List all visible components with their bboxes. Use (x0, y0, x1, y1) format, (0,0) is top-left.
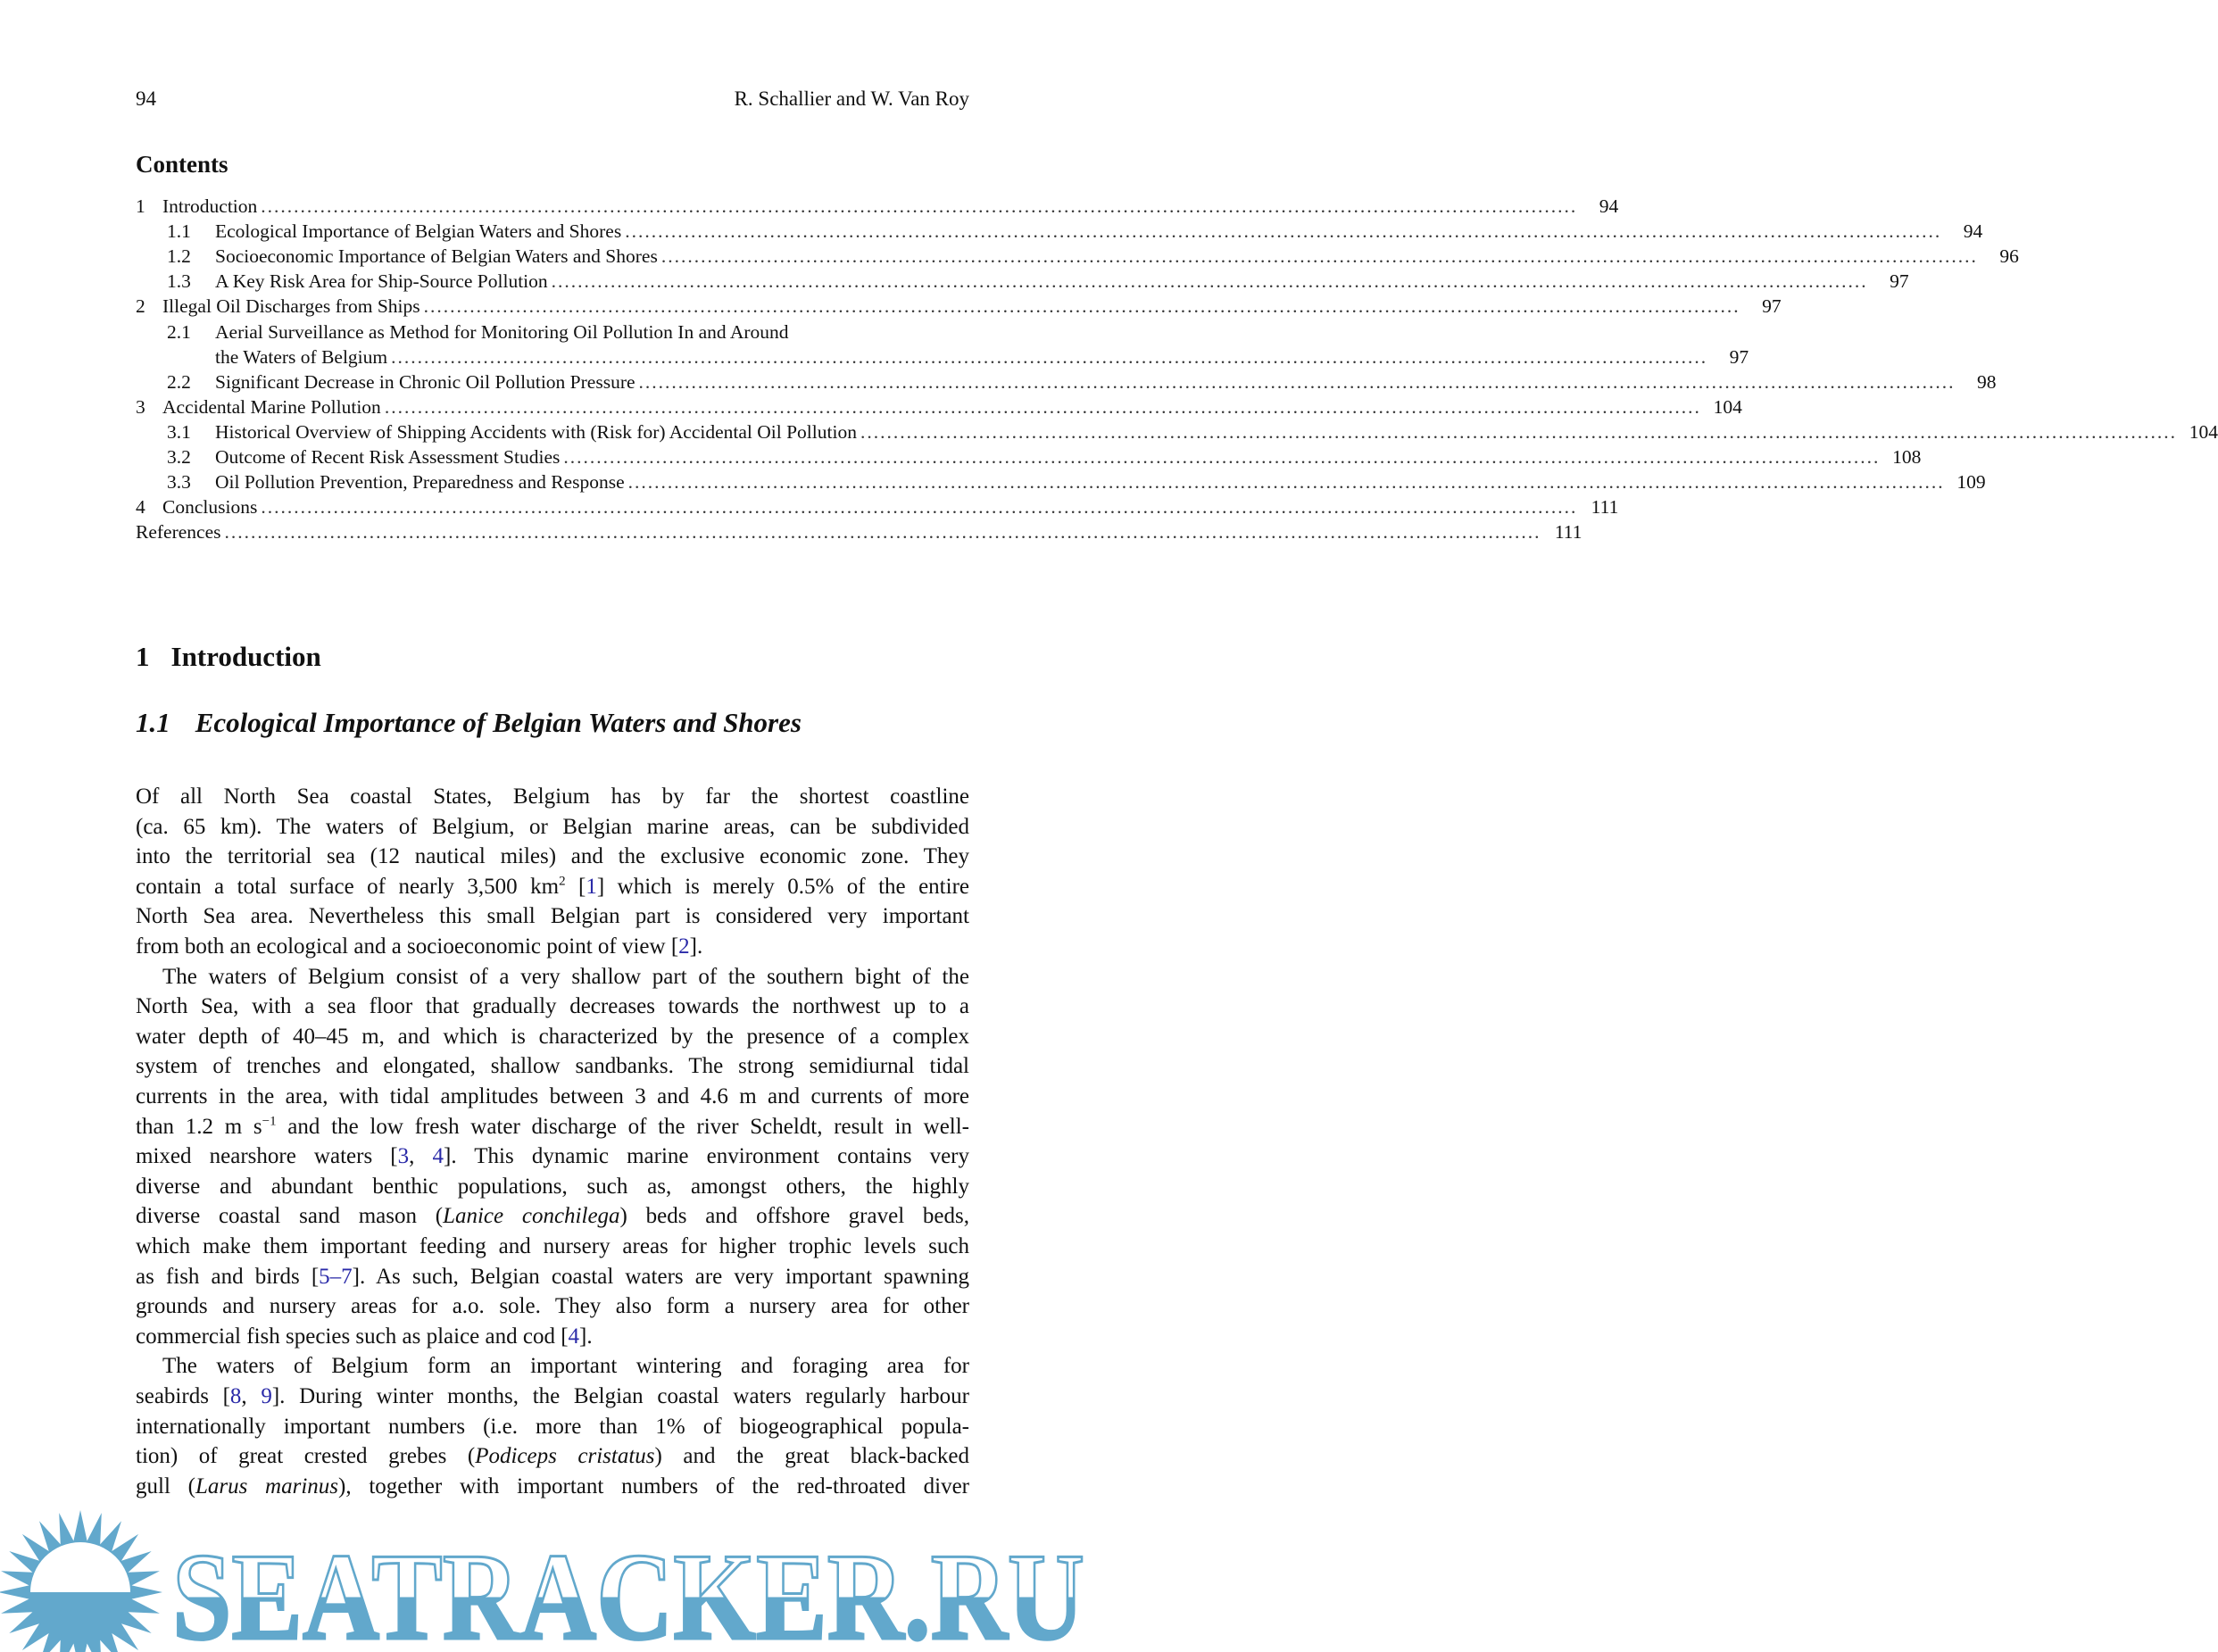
text-line (136, 1472, 969, 1502)
text-run: ) and the great black-backed (654, 1444, 969, 1469)
toc-entry-page: 108 (1892, 446, 1922, 468)
toc-leader-dots: ........................................................................................................................................................................................................ (625, 220, 1942, 243)
toc-entry[interactable] (136, 219, 1983, 244)
toc-entry-number: 1.3 (167, 270, 191, 293)
toc-entry[interactable] (136, 320, 969, 345)
text-line (136, 1172, 969, 1202)
toc-entry-number: 1.2 (167, 245, 191, 268)
toc-entry-page: 109 (1956, 471, 1986, 494)
running-head-authors: R. Schallier and W. Van Roy (734, 87, 969, 110)
toc-entry-number: 3.2 (167, 446, 191, 468)
toc-entry-page: 97 (1729, 345, 1749, 368)
text-run: North Sea area. Nevertheless this small Belgian part is considered very important (136, 904, 969, 929)
toc-entry[interactable] (136, 294, 1782, 319)
toc-entry[interactable] (136, 494, 1619, 519)
seatracker-watermark (0, 1507, 1090, 1652)
citation-link[interactable]: 1 (586, 874, 597, 899)
text-run: Of all North Sea coastal States, Belgium has by far the shortest coastline (136, 784, 969, 809)
toc-leader-dots: ........................................................................................................................................................................................................ (261, 195, 1578, 217)
text-run: ), together with important numbers of the red-throated diver (338, 1474, 969, 1498)
toc-leader-dots: ........................................................................................................................................................................................................ (224, 521, 1541, 544)
text-run: [ (565, 874, 586, 899)
text-run: ]. (689, 934, 703, 959)
toc-entry-page: 96 (1999, 245, 2019, 268)
text-run: diverse coastal sand mason ( (136, 1204, 444, 1229)
toc-entry-title: Historical Overview of Shipping Accidents with (Risk for) Accidental Oil Pollution (215, 420, 857, 443)
text-line (136, 1112, 969, 1142)
text-run: ]. This dynamic marine environment contains very (444, 1144, 969, 1169)
toc-entry-title: the Waters of Belgium (215, 345, 388, 368)
toc-entry-title: Conclusions (162, 496, 258, 519)
text-run: grounds and nursery areas for a.o. sole. They also form a nursery area for other (136, 1294, 969, 1319)
text-line (136, 842, 969, 872)
text-line (136, 1022, 969, 1052)
toc-entry-number: 1 (136, 195, 145, 217)
toc-entry-page: 97 (1762, 295, 1782, 318)
text-run: which make them important feeding and nursery areas for higher trophic levels such (136, 1234, 969, 1258)
text-run: internationally important numbers (i.e. more than 1% of biogeographical popula- (136, 1414, 969, 1439)
text-run: as fish and birds [ (136, 1264, 320, 1289)
toc-entry-title: Significant Decrease in Chronic Oil Pollution Pressure (215, 370, 635, 393)
toc-leader-dots: ........................................................................................................................................................................................................ (391, 345, 1708, 368)
text-run: ) beds and offshore gravel beds, (619, 1204, 969, 1229)
toc-entry[interactable] (136, 194, 1619, 219)
toc-entry-title: References (136, 521, 221, 544)
text-run: The waters of Belgium form an important wintering and foraging area for (162, 1354, 969, 1379)
text-run: ]. (579, 1324, 593, 1349)
citation-link[interactable]: 3 (397, 1144, 410, 1169)
toc-entry-number: 3.3 (167, 471, 191, 494)
text-run: from both an ecological and a socioeconomic point of view [ (136, 934, 679, 959)
toc-entry[interactable] (136, 419, 2218, 444)
text-line (136, 1082, 969, 1112)
text-run: seabirds [ (136, 1384, 230, 1408)
toc-leader-dots: ........................................................................................................................................................................................................ (627, 471, 1945, 494)
text-run: commercial fish species such as plaice and cod [ (136, 1324, 569, 1349)
toc-entry-title: Aerial Surveillance as Method for Monitoring Oil Pollution In and Around (215, 320, 789, 343)
toc-leader-dots: ........................................................................................................................................................................................................ (563, 446, 1881, 468)
toc-entry[interactable] (136, 444, 1922, 469)
text-run: mixed nearshore waters [ (136, 1144, 398, 1169)
toc-entry[interactable] (136, 394, 1742, 419)
toc-entry-page: 111 (1554, 521, 1583, 544)
text-line (136, 992, 969, 1022)
citation-link[interactable]: 4 (432, 1144, 444, 1169)
text-line (136, 872, 969, 902)
text-line (136, 932, 969, 962)
toc-entry-number: 3 (136, 395, 145, 418)
text-run: currents in the area, with tidal amplitudes between 3 and 4.6 m and currents of more (136, 1084, 969, 1108)
text-run: ]. During winter months, the Belgian coastal waters regularly harbour (271, 1384, 970, 1408)
section-title: Introduction (170, 641, 321, 672)
text-run: ] which is merely 0.5% of the entire (596, 874, 969, 899)
toc-entry-page: 94 (1963, 220, 1983, 243)
text-run: and the low fresh water discharge of the river Scheldt, result in well- (276, 1114, 970, 1139)
toc-entry-page: 94 (1599, 195, 1619, 217)
toc-entry[interactable] (136, 345, 1749, 369)
superscript: 2 (559, 874, 566, 889)
text-line (136, 901, 969, 932)
watermark-text: SEATRACKER.RU (172, 1528, 1084, 1652)
toc-leader-dots: ........................................................................................................................................................................................................ (384, 395, 1701, 418)
toc-leader-dots: ........................................................................................................................................................................................................ (261, 496, 1578, 519)
text-line (136, 1201, 969, 1232)
toc-entry-page: 104 (1713, 395, 1742, 418)
toc-entry-number: 4 (136, 496, 145, 519)
toc-entry-number (167, 345, 215, 369)
toc-entry-page (934, 320, 969, 345)
citation-link[interactable]: 9 (261, 1384, 272, 1408)
section-number: 1 (136, 641, 150, 672)
text-run: into the territorial sea (12 nautical miles) and the exclusive economic zone. They (136, 844, 969, 869)
toc-entry[interactable] (136, 369, 1997, 394)
toc-entry-title: Oil Pollution Prevention, Preparedness and Response (215, 471, 625, 494)
text-line (136, 1382, 969, 1412)
text-line (162, 1351, 969, 1382)
text-run: diverse and abundant benthic populations, such as, amongst others, the highly (136, 1174, 969, 1199)
toc-entry-title: Socioeconomic Importance of Belgian Waters and Shores (215, 245, 658, 268)
text-run: ]. As such, Belgian coastal waters are very important spawning (352, 1264, 970, 1289)
toc-entry[interactable] (136, 244, 2019, 269)
text-run: , (409, 1144, 433, 1169)
text-line (136, 1322, 969, 1352)
text-line (136, 1232, 969, 1262)
toc-leader-dots: ........................................................................................................................................................................................................ (660, 245, 1978, 268)
citation-link[interactable]: 4 (568, 1324, 580, 1349)
text-line (136, 812, 969, 843)
text-run: gull ( (136, 1474, 195, 1498)
toc-entry-number: 3.1 (167, 420, 191, 443)
superscript: −1 (262, 1114, 277, 1129)
toc-entry-title: Illegal Oil Discharges from Ships (162, 295, 420, 318)
toc-entry-number: 2.2 (167, 370, 191, 393)
toc-entry-page: 104 (2189, 420, 2218, 443)
text-run: , (241, 1384, 262, 1408)
toc-entry-page: 98 (1977, 370, 1997, 393)
text-run: tion) of great crested grebes ( (136, 1444, 476, 1469)
toc-leader-dots (793, 320, 928, 345)
text-line (136, 1412, 969, 1442)
toc-entry-number: 1.1 (167, 220, 191, 243)
text-run: than 1.2 m s (136, 1114, 262, 1139)
toc-entry-page: 111 (1591, 496, 1619, 519)
citation-link[interactable]: 8 (229, 1384, 242, 1408)
toc-entry-title: Outcome of Recent Risk Assessment Studies (215, 446, 561, 468)
page-number: 94 (136, 87, 156, 110)
species-name: Podiceps cristatus (475, 1444, 655, 1469)
text-line (136, 1262, 969, 1292)
text-run: North Sea, with a sea floor that gradually decreases towards the northwest up to a (136, 994, 969, 1019)
toc-entry-number: 2.1 (167, 320, 191, 343)
toc-leader-dots: ........................................................................................................................................................................................................ (638, 370, 1956, 393)
section-heading (136, 641, 321, 673)
toc-entry-title: Accidental Marine Pollution (162, 395, 381, 418)
toc-entry[interactable] (136, 469, 1986, 494)
text-run: system of trenches and elongated, shallow sandbanks. The strong semidiurnal tidal (136, 1054, 969, 1079)
toc-entry-page: 97 (1890, 270, 1909, 293)
toc-leader-dots: ........................................................................................................................................................................................................ (860, 420, 2177, 443)
toc-entry-title: Introduction (162, 195, 258, 217)
contents-title: Contents (136, 151, 228, 178)
toc-entry-title: A Key Risk Area for Ship-Source Pollution (215, 270, 548, 293)
citation-link[interactable]: 5–7 (319, 1264, 353, 1289)
text-line (136, 1141, 969, 1172)
text-run: water depth of 40–45 m, and which is characterized by the presence of a complex (136, 1024, 969, 1049)
toc-leader-dots: ........................................................................................................................................................................................................ (423, 295, 1740, 318)
species-name: Lanice conchilega (443, 1204, 620, 1229)
subsection-title: Ecological Importance of Belgian Waters and Shores (195, 707, 802, 738)
text-run: The waters of Belgium consist of a very shallow part of the southern bight of the (162, 964, 969, 989)
text-run: (ca. 65 km). The waters of Belgium, or Belgian marine areas, can be subdivided (136, 814, 969, 839)
citation-link[interactable]: 2 (678, 934, 690, 959)
text-line (162, 962, 969, 992)
subsection-number: 1.1 (136, 707, 170, 738)
species-name: Larus marinus (195, 1474, 339, 1498)
subsection-heading (136, 707, 802, 739)
text-line (136, 782, 969, 812)
toc-leader-dots: ........................................................................................................................................................................................................ (551, 270, 1868, 293)
text-line (136, 1291, 969, 1322)
text-run: contain a total surface of nearly 3,500 km (136, 874, 560, 899)
toc-entry-number: 2 (136, 295, 145, 318)
text-line (136, 1441, 969, 1472)
toc-entry[interactable] (136, 519, 1583, 544)
text-line (136, 1051, 969, 1082)
toc-entry[interactable] (136, 269, 1909, 294)
toc-entry-title: Ecological Importance of Belgian Waters and Shores (215, 220, 622, 243)
